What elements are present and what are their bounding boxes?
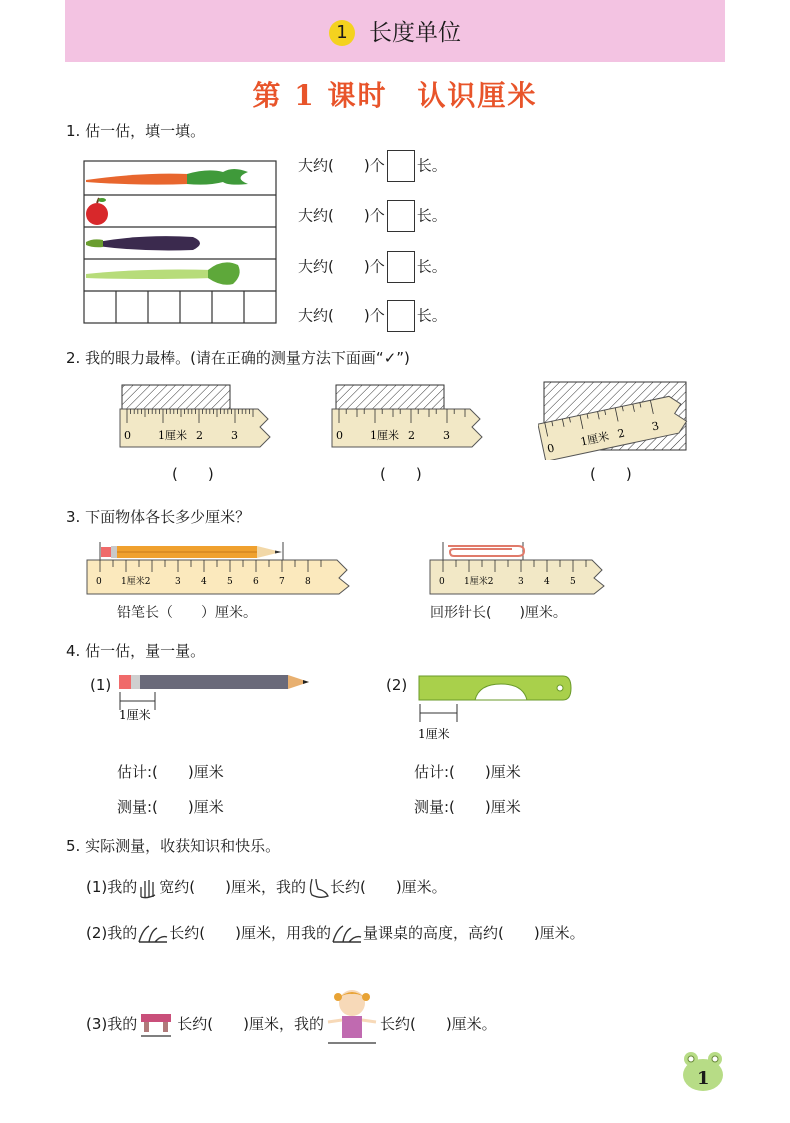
q2-answer-a[interactable]: ( ) bbox=[172, 465, 214, 483]
q4-part-1-estimate[interactable]: 估计:( )厘米 bbox=[117, 763, 224, 781]
tick-label: 6 bbox=[253, 577, 259, 587]
q1-row-3-suffix: 长。 bbox=[416, 257, 447, 276]
q1-row-1-mid: )个 bbox=[363, 156, 385, 175]
q3-pencil-ruler bbox=[85, 540, 355, 596]
carrot-icon bbox=[86, 169, 248, 185]
pencil-icon bbox=[101, 546, 282, 558]
page-number: 1 bbox=[697, 1068, 710, 1089]
q1-title: 1. 估一估，填一填。 bbox=[66, 122, 206, 140]
q1-row-2-suffix: 长。 bbox=[416, 206, 447, 225]
unit-title: 长度单位 bbox=[369, 20, 461, 46]
q4-part-2-measure[interactable]: 测量:( )厘米 bbox=[414, 798, 521, 816]
girl-icon bbox=[324, 985, 380, 1047]
tick-label: 2 bbox=[408, 429, 415, 442]
q3-title: 3. 下面物体各长多少厘米？ bbox=[66, 508, 251, 526]
answer-box[interactable] bbox=[387, 200, 415, 232]
tick-label: 7 bbox=[279, 577, 285, 587]
q4-title: 4. 估一估，量一量。 bbox=[66, 642, 206, 660]
q2-title: 2. 我的眼力最棒。(请在正确的测量方法下面画“✓”) bbox=[66, 349, 410, 367]
q1-row-3-mid: )个 bbox=[363, 257, 385, 276]
q1-row-1-suffix: 长。 bbox=[416, 156, 447, 175]
q5-line-2-b: 长约( )厘米，用我的 bbox=[169, 924, 331, 942]
q4-part-1-label: (1) bbox=[90, 676, 112, 694]
q4-part-2-estimate[interactable]: 估计:( )厘米 bbox=[414, 763, 521, 781]
tick-label: 1厘米 bbox=[370, 429, 399, 442]
q5-line-1 bbox=[86, 876, 447, 899]
tick-label: 3 bbox=[443, 429, 450, 442]
frog-page-badge bbox=[680, 1049, 726, 1093]
tick-label: 3 bbox=[518, 577, 524, 587]
unit-label: 1厘米 bbox=[418, 727, 450, 741]
celery-icon bbox=[86, 262, 240, 284]
apple-icon bbox=[86, 198, 108, 225]
green-board-icon bbox=[419, 676, 571, 700]
hand-span-icon bbox=[331, 923, 363, 945]
q1-row-3-prefix: 大约( bbox=[298, 257, 334, 276]
tick-label: 1厘米 bbox=[579, 429, 611, 449]
tick-label: 3 bbox=[175, 577, 181, 587]
q5-line-2-a: (2)我的 bbox=[86, 924, 138, 942]
tick-label: 1厘米 bbox=[158, 429, 187, 442]
foot-icon bbox=[306, 877, 330, 899]
q1-row-4-mid: )个 bbox=[363, 306, 385, 325]
q2-answer-b[interactable]: ( ) bbox=[380, 465, 422, 483]
lesson-title: 第 1 课时 认识厘米 bbox=[252, 79, 538, 112]
q2-ruler-a bbox=[118, 383, 280, 455]
tick-label: 0 bbox=[545, 441, 556, 456]
q5-title: 5. 实际测量，收获知识和快乐。 bbox=[66, 837, 281, 855]
q1-row-4 bbox=[298, 300, 447, 332]
eggplant-icon bbox=[86, 236, 200, 250]
q3-pencil-answer[interactable]: 铅笔长（ ）厘米。 bbox=[117, 605, 257, 621]
tick-label: 0 bbox=[336, 429, 343, 442]
tick-label: 0 bbox=[96, 577, 102, 587]
q1-row-1 bbox=[298, 150, 447, 182]
tick-label: 8 bbox=[305, 577, 311, 587]
answer-box[interactable] bbox=[387, 251, 415, 283]
unit-label: 1厘米 bbox=[119, 708, 151, 722]
tick-label: 4 bbox=[544, 577, 550, 587]
tick-label: 3 bbox=[650, 419, 661, 434]
tick-label: 3 bbox=[231, 429, 238, 442]
pencil-icon bbox=[119, 675, 309, 689]
paperclip-icon bbox=[448, 546, 524, 556]
q1-row-2-prefix: 大约( bbox=[298, 206, 334, 225]
q2-ruler-c bbox=[538, 378, 698, 460]
q1-row-4-prefix: 大约( bbox=[298, 306, 334, 325]
q3-clip-ruler bbox=[428, 540, 608, 596]
q5-line-1-a: (1)我的 bbox=[86, 878, 138, 896]
tick-label: 2 bbox=[196, 429, 203, 442]
q5-line-3-c: 长约( )厘米。 bbox=[379, 1015, 497, 1033]
q5-line-3-b: 长约( )厘米，我的 bbox=[177, 1015, 324, 1033]
unit-number-badge: 1 bbox=[329, 20, 355, 46]
q5-line-3 bbox=[86, 985, 497, 1047]
tick-label: 5 bbox=[227, 577, 233, 587]
q1-row-1-prefix: 大约( bbox=[298, 156, 334, 175]
tick-label: 2 bbox=[616, 426, 626, 441]
q5-line-1-c: 长约( )厘米。 bbox=[329, 878, 447, 896]
q2-answer-c[interactable]: ( ) bbox=[590, 465, 632, 483]
q4-part-2-label: (2) bbox=[386, 676, 408, 694]
q1-row-2 bbox=[298, 200, 447, 232]
q4-pencil-figure bbox=[115, 672, 315, 722]
tick-label: 0 bbox=[439, 577, 445, 587]
q2-ruler-b bbox=[330, 383, 492, 455]
desk-icon bbox=[137, 1010, 177, 1040]
answer-box[interactable] bbox=[387, 150, 415, 182]
answer-box[interactable] bbox=[387, 300, 415, 332]
q5-line-1-b: 宽约( )厘米，我的 bbox=[159, 878, 306, 896]
hand-span-icon bbox=[137, 923, 169, 945]
unit-heading bbox=[0, 14, 790, 47]
q3-clip-answer[interactable]: 回形针长( )厘米。 bbox=[430, 605, 567, 621]
tick-label: 5 bbox=[570, 577, 576, 587]
tick-label: 4 bbox=[201, 577, 207, 587]
q4-part-1-measure[interactable]: 测量:( )厘米 bbox=[117, 798, 224, 816]
q1-row-2-mid: )个 bbox=[363, 206, 385, 225]
hand-icon bbox=[137, 877, 159, 899]
q5-line-3-a: (3)我的 bbox=[86, 1015, 138, 1033]
q5-line-2 bbox=[86, 922, 585, 945]
tick-label: 1厘米2 bbox=[121, 577, 151, 587]
q4-board-figure bbox=[415, 672, 575, 744]
tick-label: 0 bbox=[124, 429, 131, 442]
tick-label: 1厘米2 bbox=[464, 577, 494, 587]
q1-row-4-suffix: 长。 bbox=[416, 306, 447, 325]
q5-line-2-c: 量课桌的高度，高约( )厘米。 bbox=[362, 924, 585, 942]
q1-picture-grid bbox=[83, 160, 278, 325]
q1-row-3 bbox=[298, 251, 447, 283]
